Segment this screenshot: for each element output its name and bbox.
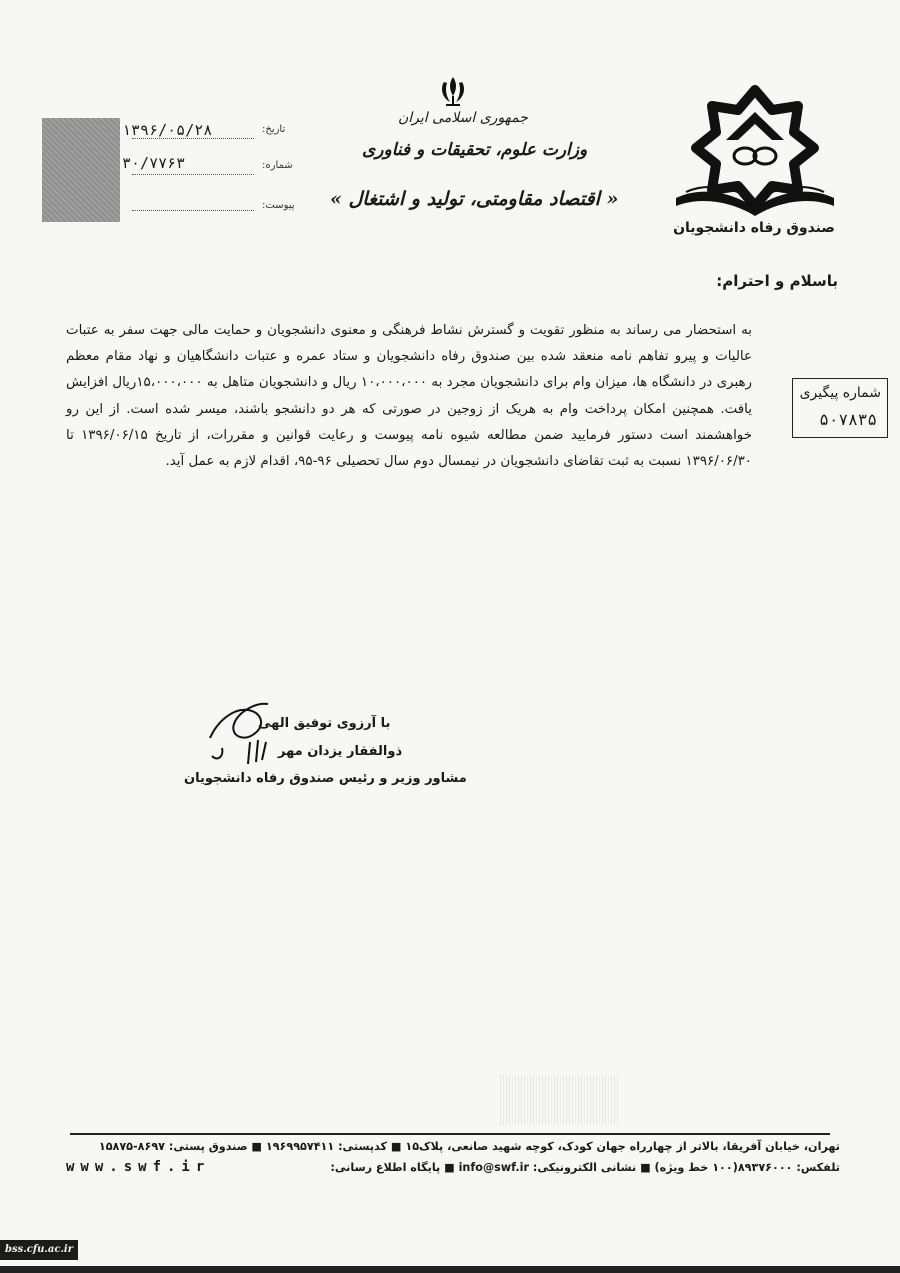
redacted-stamp-texture [42,118,120,222]
tracking-label: شماره پیگیری [799,385,881,401]
footer-contact: تلفکس: ۸۹۳۷۶۰۰۰(۱۰۰ خط ویژه) ■ نشانی الکترونیکی: info@swf.ir ■ پایگاه اطلاع رسانی: [330,1161,840,1174]
signer-title: مشاور وزیر و رئیس صندوق رفاه دانشجویان [184,771,467,786]
date-value: ۱۳۹۶/۰۵/۲۸ [122,121,213,139]
bottom-bar [0,1266,900,1273]
letter-paragraph: به استحضار می رساند به منظور تقویت و گسترش نشاط فرهنگی و معنوی دانشجویان و حمایت مالی جهت سفر به عتبات عالیات و پیرو تفاهم نامه منعقد شده بین صندوق رفاه دانشجویان و ستاد عمره و عتبات دانشگاهیان و نهاد مقام معظم رهبری در دانشگاه ها، میزان وام برای دانشجویان مجرد به ۱۰،۰۰۰،۰۰۰ ریال و دانشجویان متاهل به ۱۵،۰۰۰،۰۰۰ریال افزایش یافت. همچنین امکان پرداخت وام به هریک از زوجین در صورتی که هر دو دانشجو باشند، میسر شده است. از این رو خواهشمند است دستور فرمایید ضمن مطالعه شیوه نامه پیوست و رعایت قوانین و مقررات، از تاریخ ۱۳۹۶/۰۶/۱۵ تا ۱۳۹۶/۰۶/۳۰ نسبت به ثبت تقاضای دانشجویان در نیمسال دوم سال تحصیلی ۹۶-۹۵، اقدام لازم به عمل آید. [66,323,753,470]
footer-website: www.swf.ir [66,1159,211,1175]
ministry-title: وزارت علوم، تحقیقات و فناوری [362,140,588,160]
student-welfare-fund-logo-icon [672,82,838,220]
number-value: ۳۰/۷۷۶۳ [122,154,186,172]
slogan: « اقتصاد مقاومتی، تولید و اشتغال » [330,188,619,210]
closing-phrase: با آرزوی توفیق الهی [258,716,391,731]
date-label: تاریخ: [262,124,286,135]
salutation: باسلام و احترام: [716,272,838,290]
scan-artifact [500,1075,618,1125]
footer-rule [70,1133,830,1135]
logo-caption: صندوق رفاه دانشجویان [673,220,835,236]
footer-address: تهران، خیابان آفریقا، بالاتر از چهارراه جهان کودک، کوچه شهید صانعی، پلاک۱۵ ■ کدپستی: ۱۹۶۹۹۵۷۴۱۱ ■ صندوق پستی: ۸۶۹۷-۱۵۸۷۵ [98,1140,840,1153]
number-dots [132,174,254,175]
signer-name: ذوالفقار یزدان مهر [278,744,403,759]
tracking-box [792,378,888,438]
source-badge: bss.cfu.ac.ir [0,1240,78,1260]
tracking-number: ۵۰۷۸۳۵ [819,410,877,429]
iran-emblem-icon [436,74,470,108]
number-label: شماره: [262,160,293,171]
attachment-label: پیوست: [262,200,295,211]
attachment-dots [132,210,254,211]
letter-body [66,318,752,475]
republic-title: جمهوری اسلامی ایران [398,110,528,126]
